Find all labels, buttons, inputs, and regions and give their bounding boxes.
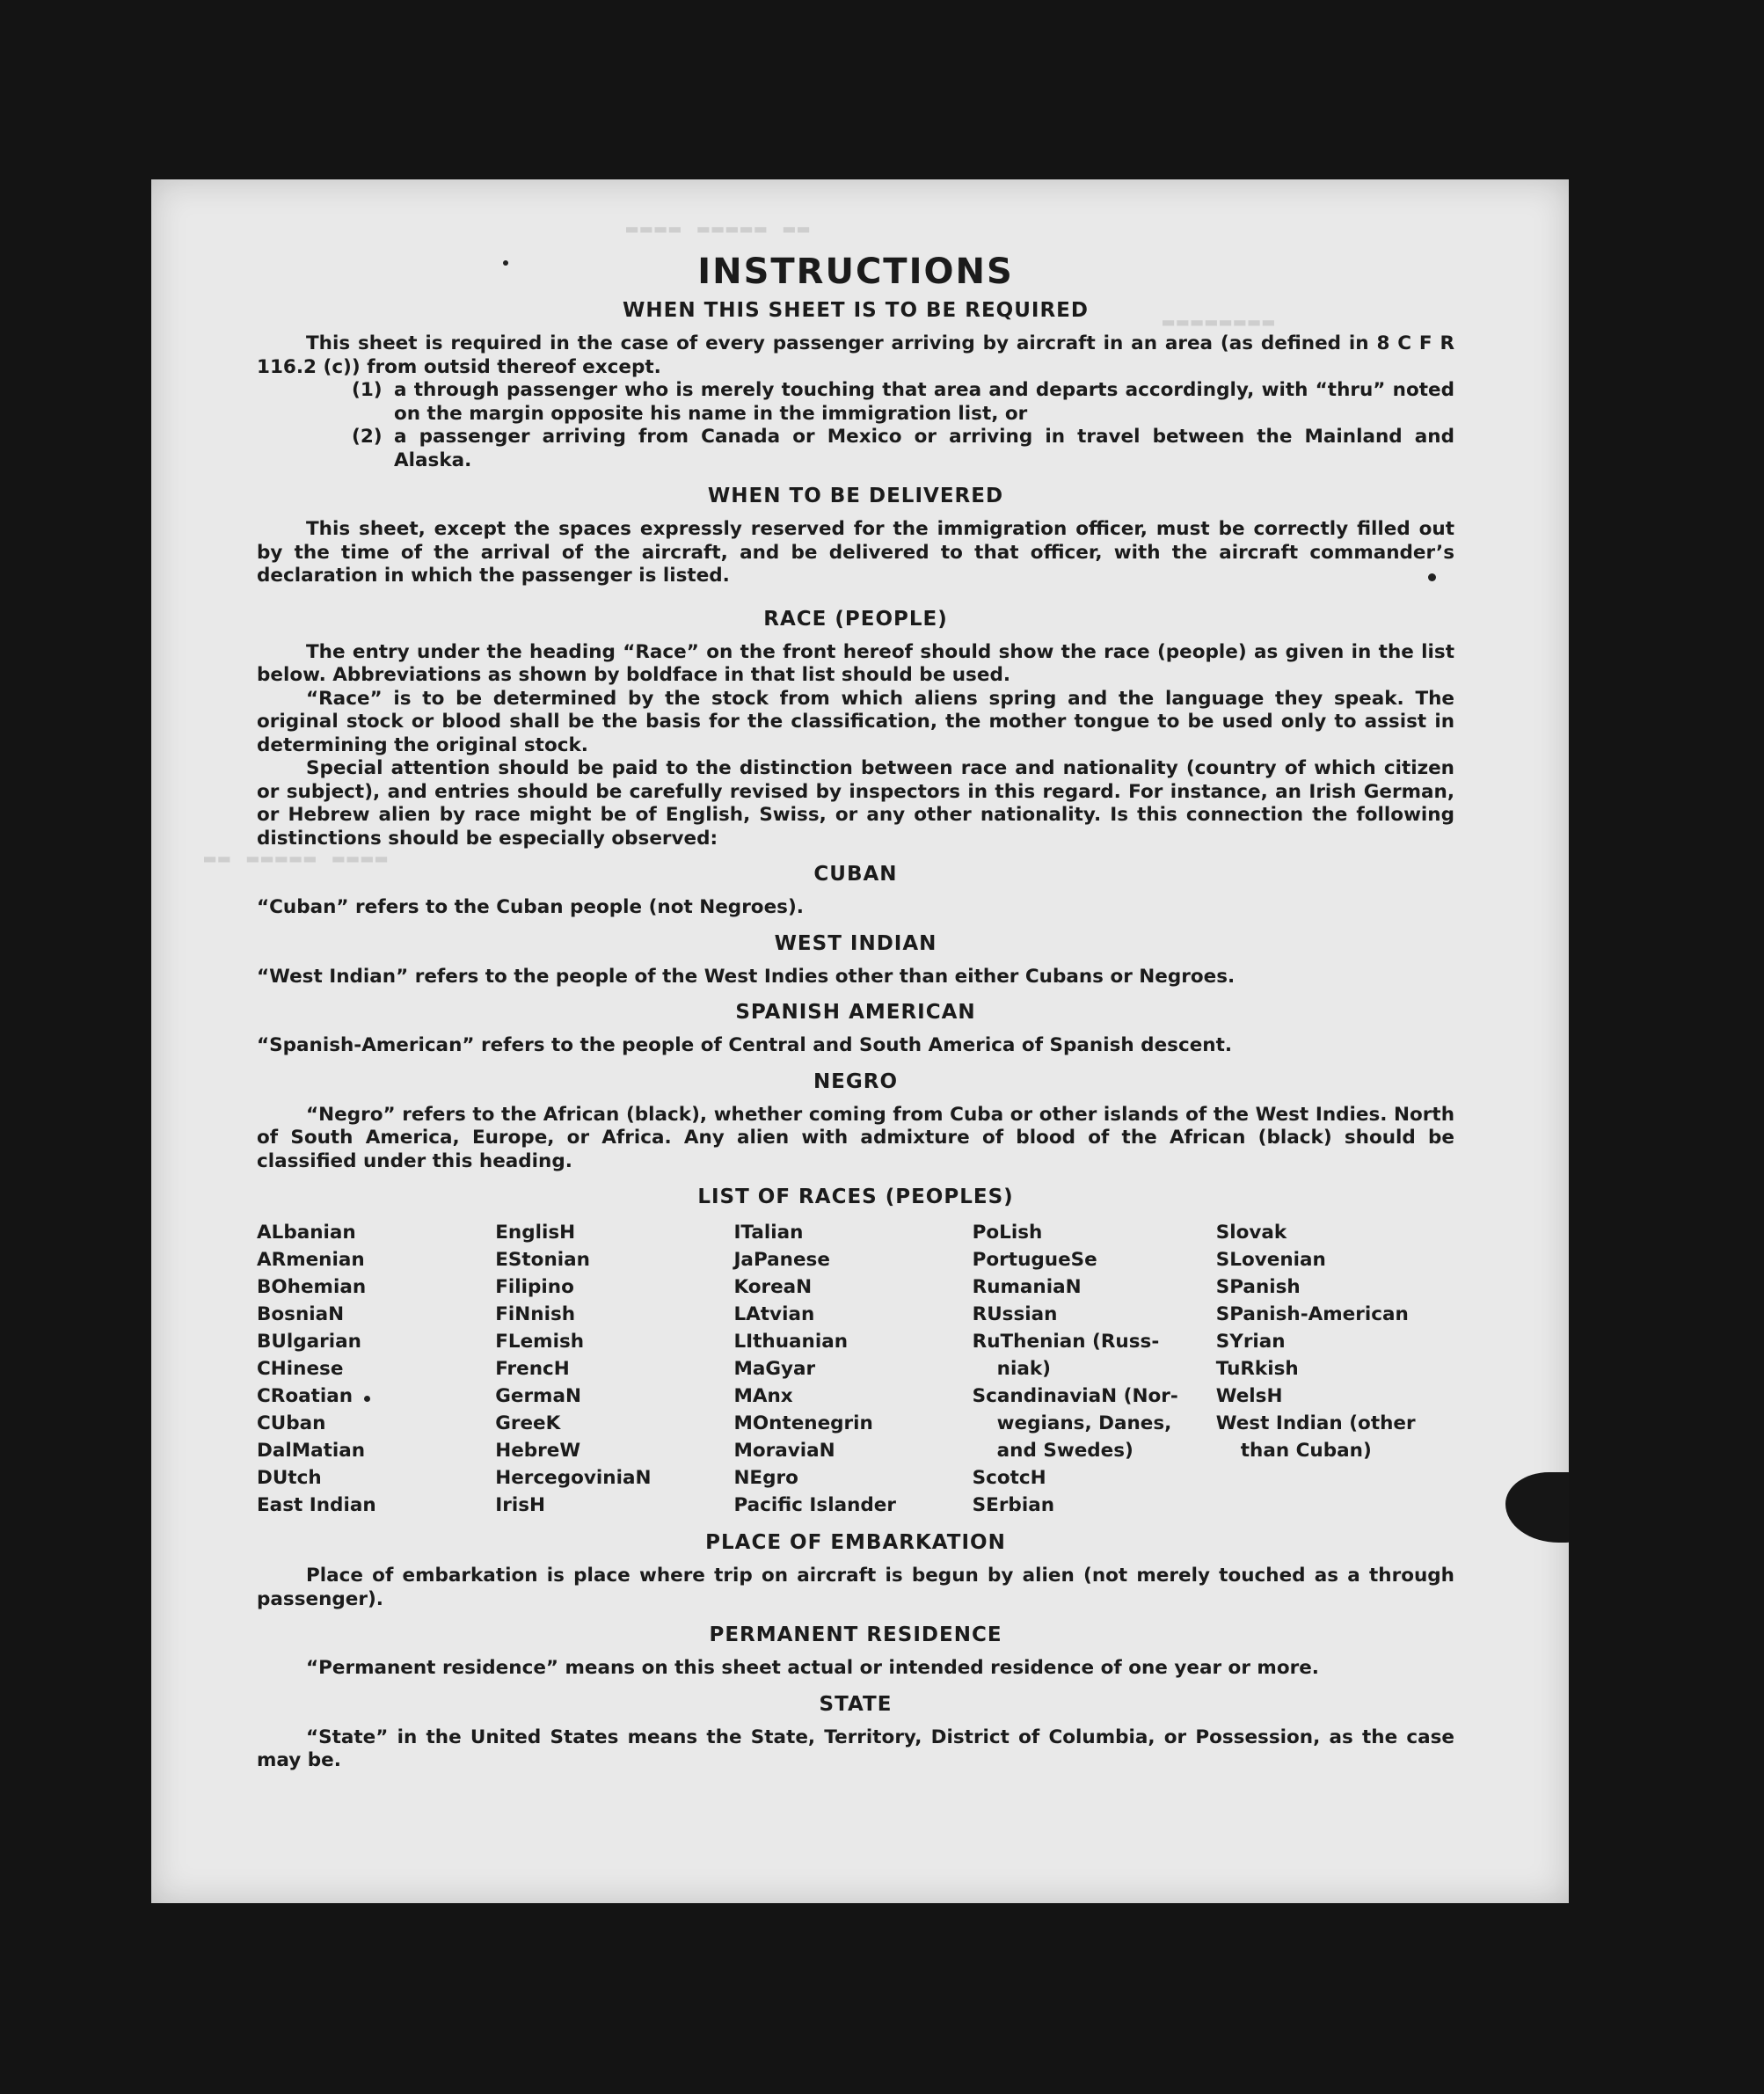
heading-embarkation: PLACE OF EMBARKATION <box>705 1531 1006 1554</box>
race-entry: JaPanese <box>733 1249 830 1271</box>
race-paragraph: The entry under the heading “Race” on the front hereof should show the race (people) as given in the list below. Abbreviations as shown by boldface in that list should be used. <box>257 640 1454 686</box>
race-entry: West Indian (other <box>1215 1412 1416 1434</box>
race-entry: ITalian <box>733 1222 804 1244</box>
bleed-through-mark: ▬▬ ▬▬▬▬▬ ▬▬▬▬ <box>204 848 390 870</box>
race-entry: HebreW <box>495 1440 581 1462</box>
page-title: INSTRUCTIONS <box>697 252 1014 292</box>
race-entry: MaGyar <box>733 1358 816 1380</box>
race-entry: KoreaN <box>733 1276 813 1298</box>
race-entry-continued: niak) <box>996 1358 1051 1380</box>
speck <box>364 1396 370 1402</box>
race-entry: PortugueSe <box>972 1249 1097 1271</box>
negro-text: “Negro” refers to the African (black), whether coming from Cuba or other islands of the West Indies. North of South America, Europe, or Africa. Any alien with admixture of blood of the African (black) should be classified under this heading. <box>257 1103 1454 1172</box>
race-entry: NEgro <box>733 1467 798 1489</box>
race-entry: PoLish <box>972 1222 1043 1244</box>
race-entry-continued: than Cuban) <box>1240 1440 1372 1462</box>
spanish-american-text: “Spanish-American” refers to the people of Central and South America of Spanish descent. <box>257 1034 1233 1056</box>
race-entry: GermaN <box>495 1385 581 1407</box>
race-paragraph: Special attention should be paid to the distinction between race and nationality (country of which citizen or subject), and entries should be carefully revised by inspectors in this regard. For instance, an Irish German, or Hebrew alien by race might be of English, Swiss, or any other nationality. Is this connection the following distinctions should be especially observed: <box>257 757 1454 850</box>
heading-state: STATE <box>819 1692 893 1716</box>
race-entry: BosniaN <box>257 1303 345 1325</box>
required-intro: This sheet is required in the case of every passenger arriving by aircraft in an area (as defined in 8 C F R 116.2 (c)) from outsid thereof except. <box>257 332 1454 378</box>
race-entry: MAnx <box>733 1385 793 1407</box>
document-sheet <box>151 179 1569 1903</box>
item-number: (2) <box>352 426 383 448</box>
race-entry: EnglisH <box>495 1222 576 1244</box>
race-entry-continued: and Swedes) <box>996 1440 1133 1462</box>
heading-race: RACE (PEOPLE) <box>763 607 948 631</box>
race-entry: GreeK <box>495 1412 561 1434</box>
race-entry: ALbanian <box>257 1222 356 1244</box>
race-entry: Filipino <box>495 1276 574 1298</box>
race-entry: SPanish-American <box>1215 1303 1409 1325</box>
embarkation-text: Place of embarkation is place where trip on aircraft is begun by alien (not merely touched as a through passenger). <box>257 1565 1454 1610</box>
race-entry: SErbian <box>972 1494 1055 1516</box>
residence-text: “Permanent residence” means on this sheet actual or intended residence of one year or more. <box>306 1657 1319 1679</box>
item-text: a through passenger who is merely touching that area and departs accordingly, with “thru” noted on the margin opposite his name in the immigration list, or <box>394 379 1454 425</box>
race-entry: WelsH <box>1215 1385 1283 1407</box>
race-entry: Slovak <box>1215 1222 1287 1244</box>
race-column <box>257 1219 495 1519</box>
race-entry: TuRkish <box>1215 1358 1299 1380</box>
race-list <box>257 1219 1454 1519</box>
list-item <box>352 379 1454 426</box>
race-entry: MOntenegrin <box>733 1412 873 1434</box>
speck <box>1428 573 1436 581</box>
race-column <box>1216 1219 1454 1519</box>
race-paragraph: “Race” is to be determined by the stock from which aliens spring and the language they speak. The original stock or blood shall be the basis for the classification, the mother tongue to be used only to assist in determining the original stock. <box>257 687 1454 756</box>
heading-required: WHEN THIS SHEET IS TO BE REQUIRED <box>623 299 1089 322</box>
race-entry: BUlgarian <box>257 1331 361 1353</box>
heading-list-of-races: LIST OF RACES (PEOPLES) <box>697 1186 1014 1208</box>
heading-spanish-american: SPANISH AMERICAN <box>735 1001 976 1024</box>
race-column <box>973 1219 1216 1519</box>
race-entry: East Indian <box>257 1494 376 1516</box>
race-entry: SPanish <box>1215 1276 1301 1298</box>
race-entry: IrisH <box>495 1494 545 1516</box>
state-text: “State” in the United States means the State, Territory, District of Columbia, or Possession, as the case may be. <box>257 1726 1454 1771</box>
heading-negro: NEGRO <box>813 1069 899 1093</box>
instructions-content <box>257 252 1454 1773</box>
race-entry: DalMatian <box>257 1440 366 1462</box>
heading-west-indian: WEST INDIAN <box>774 931 937 955</box>
race-entry: DUtch <box>257 1467 322 1489</box>
race-entry: MoraviaN <box>733 1440 835 1462</box>
heading-permanent-residence: PERMANENT RESIDENCE <box>709 1623 1002 1646</box>
race-entry: CHinese <box>257 1358 344 1380</box>
race-entry: SLovenian <box>1215 1249 1326 1271</box>
race-entry: ARmenian <box>257 1249 365 1271</box>
delivered-text: This sheet, except the spaces expressly reserved for the immigration officer, must be correctly filled out by the time of the arrival of the aircraft, and be delivered to that officer, with the aircraft commander’s declaration in which the passenger is listed. <box>257 518 1454 587</box>
race-entry-continued: wegians, Danes, <box>996 1412 1172 1434</box>
bleed-through-mark: ▬▬▬▬ ▬▬▬▬▬ ▬▬ <box>626 218 813 240</box>
race-entry: LAtvian <box>733 1303 815 1325</box>
heading-cuban: CUBAN <box>813 863 898 886</box>
race-column <box>495 1219 733 1519</box>
race-entry: CRoatian <box>257 1385 354 1407</box>
race-entry: BOhemian <box>257 1276 367 1298</box>
race-entry: Pacific Islander <box>733 1494 896 1516</box>
cuban-text: “Cuban” refers to the Cuban people (not Negroes). <box>257 896 804 918</box>
race-entry: ScotcH <box>972 1467 1046 1489</box>
west-indian-text: “West Indian” refers to the people of the West Indies other than either Cubans or Negroes. <box>257 965 1236 988</box>
race-entry: LIthuanian <box>733 1331 849 1353</box>
race-entry: ScandinaviaN (Nor- <box>972 1385 1178 1407</box>
race-entry: RumaniaN <box>972 1276 1082 1298</box>
race-entry: FLemish <box>495 1331 585 1353</box>
list-item <box>352 426 1454 472</box>
race-column <box>733 1219 972 1519</box>
speck <box>503 260 508 266</box>
race-entry: SYrian <box>1215 1331 1286 1353</box>
race-entry: RUssian <box>972 1303 1058 1325</box>
item-number: (1) <box>352 379 383 401</box>
race-entry: RuThenian (Russ- <box>972 1331 1160 1353</box>
race-entry: CUban <box>257 1412 326 1434</box>
exception-list <box>352 379 1454 472</box>
race-entry: FiNnish <box>495 1303 576 1325</box>
heading-delivered: WHEN TO BE DELIVERED <box>707 485 1004 507</box>
race-entry: FrencH <box>495 1358 570 1380</box>
bleed-through-mark: ▬▬▬▬▬▬▬▬ <box>1163 311 1277 333</box>
race-entry: EStonian <box>495 1249 590 1271</box>
race-entry: HercegoviniaN <box>495 1467 652 1489</box>
item-text: a passenger arriving from Canada or Mexico or arriving in travel between the Mainland and Alaska. <box>394 426 1454 471</box>
ink-blot <box>1505 1472 1569 1543</box>
